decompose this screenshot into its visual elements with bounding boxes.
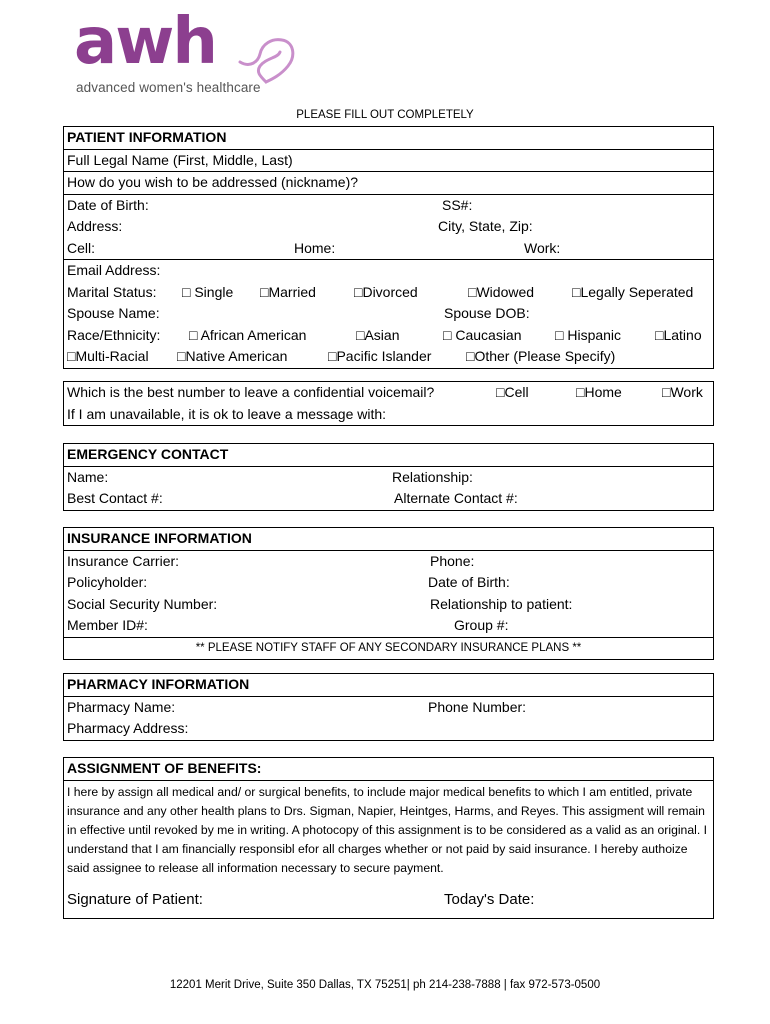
spouse-name-field[interactable]: Spouse Name:: [67, 305, 160, 321]
race-latino-checkbox[interactable]: □Latino: [655, 326, 702, 343]
todays-date-field[interactable]: Today's Date:: [444, 890, 535, 908]
ssn-field[interactable]: SS#:: [442, 196, 473, 213]
section-heading: EMERGENCY CONTACT: [67, 446, 229, 462]
emergency-name-field[interactable]: Name:: [67, 468, 109, 485]
cell-field[interactable]: Cell:: [67, 239, 96, 256]
logo-tagline: advanced women's healthcare: [76, 80, 261, 95]
race-native-american-checkbox[interactable]: □Native American: [177, 348, 288, 364]
patient-information-section: [63, 126, 714, 369]
address-field[interactable]: Address:: [67, 218, 123, 234]
relationship-to-patient-field[interactable]: Relationship to patient:: [430, 595, 573, 612]
address-footer: 12201 Merit Drive, Suite 350 Dallas, TX 75251| ph 214-238-7888 | fax 972-573-0500: [169, 979, 601, 991]
awh-logo: [68, 5, 278, 100]
group-number-field[interactable]: Group #:: [454, 617, 509, 633]
race-hispanic-checkbox[interactable]: □ Hispanic: [555, 326, 622, 343]
section-heading: PHARMACY INFORMATION: [67, 676, 250, 692]
nickname-field[interactable]: How do you wish to be addressed (nickname)?: [67, 174, 359, 190]
race-caucasian-checkbox[interactable]: □ Caucasian: [443, 326, 522, 343]
emergency-relationship-field[interactable]: Relationship:: [392, 468, 473, 485]
secondary-insurance-notice: ** PLEASE NOTIFY STAFF OF ANY SECONDARY INSURANCE PLANS **: [195, 641, 582, 654]
marital-divorced-checkbox[interactable]: □Divorced: [354, 283, 418, 300]
policyholder-dob-field[interactable]: Date of Birth:: [428, 574, 510, 590]
race-african-american-checkbox[interactable]: □ African American: [189, 326, 307, 343]
patient-signature-field[interactable]: Signature of Patient:: [67, 890, 203, 908]
voicemail-question: Which is the best number to leave a confidential voicemail?: [67, 384, 435, 400]
race-asian-checkbox[interactable]: □Asian: [356, 326, 400, 343]
pharmacy-name-field[interactable]: Pharmacy Name:: [67, 698, 176, 715]
section-heading: ASSIGNMENT OF BENEFITS:: [67, 760, 262, 776]
marital-married-checkbox[interactable]: □Married: [260, 283, 316, 300]
work-field[interactable]: Work:: [524, 239, 561, 256]
insurance-phone-field[interactable]: Phone:: [430, 552, 475, 569]
voicemail-cell-checkbox[interactable]: □Cell: [496, 384, 529, 400]
assignment-of-benefits-section: [63, 757, 714, 919]
voicemail-home-checkbox[interactable]: □Home: [576, 384, 622, 400]
marital-status-label: Marital Status:: [67, 283, 157, 300]
assignment-text: I here by assign all medical and/ or surgical benefits, to include major medical benefits to which I am entitled, private insurance and any other health plans to Drs. Sigman, Napier, Heintges, Harms, and Reyes. This assigment will remain in effective until revoked by me in writing. A photocopy of this assignment is to be considered as a valid as an original. I understand that I am financially responsibl efor all charges whether or not paid by said insurance. I hereby authoize said assignee to release all information necessary to secure payment.: [67, 784, 707, 875]
marital-single-checkbox[interactable]: □ Single: [182, 283, 234, 300]
best-contact-field[interactable]: Best Contact #:: [67, 490, 163, 506]
marital-widowed-checkbox[interactable]: □Widowed: [468, 283, 535, 300]
voicemail-work-checkbox[interactable]: □Work: [662, 384, 703, 400]
member-id-field[interactable]: Member ID#:: [67, 617, 148, 633]
insurance-carrier-field[interactable]: Insurance Carrier:: [67, 552, 180, 569]
race-multi-racial-checkbox[interactable]: □Multi-Racial: [67, 348, 149, 364]
insurance-ssn-field[interactable]: Social Security Number:: [67, 595, 218, 612]
insurance-information-section: [63, 527, 714, 660]
message-with-field[interactable]: If I am unavailable, it is ok to leave a message with:: [67, 405, 387, 422]
section-heading: INSURANCE INFORMATION: [67, 530, 252, 546]
pharmacy-information-section: [63, 673, 714, 741]
marital-separated-checkbox[interactable]: □Legally Seperated: [572, 283, 694, 300]
pharmacy-phone-field[interactable]: Phone Number:: [428, 698, 527, 715]
logo-wordmark: awh: [74, 5, 216, 79]
voicemail-section: [63, 381, 714, 426]
pharmacy-address-field[interactable]: Pharmacy Address:: [67, 720, 189, 736]
race-pacific-islander-checkbox[interactable]: □Pacific Islander: [328, 348, 432, 364]
email-field[interactable]: Email Address:: [67, 262, 161, 278]
full-name-field[interactable]: Full Legal Name (First, Middle, Last): [67, 151, 293, 168]
section-heading: PATIENT INFORMATION: [67, 129, 227, 145]
emergency-contact-section: [63, 443, 714, 511]
city-state-zip-field[interactable]: City, State, Zip:: [438, 218, 533, 234]
race-other-checkbox[interactable]: □Other (Please Specify): [466, 348, 616, 364]
race-label: Race/Ethnicity:: [67, 326, 161, 343]
dob-field[interactable]: Date of Birth:: [67, 196, 149, 213]
fill-out-note: PLEASE FILL OUT COMPLETELY: [296, 109, 474, 121]
home-field[interactable]: Home:: [294, 239, 336, 256]
heart-icon: [236, 32, 298, 86]
spouse-dob-field[interactable]: Spouse DOB:: [444, 305, 530, 321]
policyholder-field[interactable]: Policyholder:: [67, 574, 148, 590]
alternate-contact-field[interactable]: Alternate Contact #:: [394, 490, 518, 506]
